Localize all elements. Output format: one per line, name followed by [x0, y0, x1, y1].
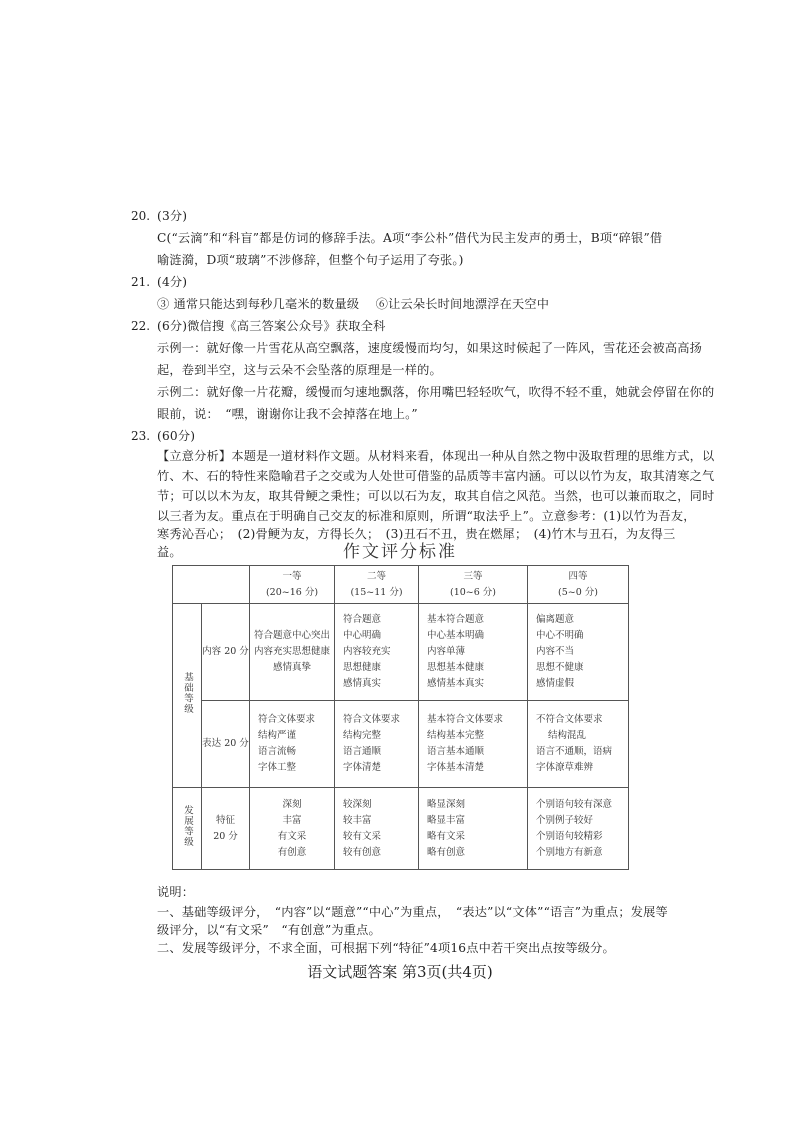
rubric-cell: 符合文体要求 结构完整 语言通顺 字体清楚	[335, 701, 419, 788]
grade-header	[335, 566, 419, 604]
development-level-label: 发展等级	[173, 788, 202, 870]
rubric-cell: 符合题意中心突出 内容充实思想健康 感情真挚	[250, 604, 335, 701]
rubric-cell: 符合题意 中心明确 内容较充实 思想健康 感情真实	[335, 604, 419, 701]
grade-name: 四等	[568, 570, 588, 582]
grade-name: 一等	[282, 570, 302, 582]
answer-line: 示例二：就好像一片花瓣，缓慢而匀速地飘落，你用嘴巴轻轻吹气，吹得不轻不重，她就会停留在你的	[157, 385, 715, 399]
answer-line: 以三者为友。重点在于明确自己交友的标准和原则，所谓“取法乎上”。立意参考：(1)以竹为吾友，	[157, 509, 696, 523]
grade-name: 三等	[463, 570, 483, 582]
rubric-cell: 偏离题意 中心不明确 内容不当 思想不健康 感情虚假	[528, 604, 629, 701]
answer-line: C(“云滴”和“科盲”都是仿词的修辞手法。A项“李公朴”借代为民主发声的勇士，B项“碎银”借	[157, 231, 663, 245]
question-score: (60分)	[157, 429, 196, 443]
grade-header	[528, 566, 629, 604]
rubric-cell: 基本符合题意 中心基本明确 内容单薄 思想基本健康 感情基本真实	[419, 604, 528, 701]
answer-line: 竹、木、石的特性来隐喻君子之交或为人处世可借鉴的品质等丰富内涵。可以以竹为友，取其清寒之气	[157, 469, 715, 483]
notes-heading: 说明：	[157, 885, 195, 899]
grade-header	[250, 566, 335, 604]
answer-line: 起，卷到半空，这与云朵不会坠落的原理是一样的。	[157, 363, 442, 377]
grade-range: (10~6 分)	[449, 586, 497, 598]
rubric-cell: 符合文体要求 结构严谨 语言流畅 字体工整	[250, 701, 335, 788]
rubric-cell: 不符合文体要求 结构混乱 语言不通顺，语病 字体潦草难辨	[528, 701, 629, 788]
answer-line-last: 益。	[157, 545, 182, 559]
rubric-title: 作文评分标准	[343, 542, 457, 562]
question-score: (6分)微信搜《高三答案公众号》获取全科	[157, 319, 386, 333]
question-number: 22.	[131, 319, 151, 333]
answer-line: ③ 通常只能达到每秒几毫米的数量级 ⑥让云朵长时间地漂浮在天空中	[157, 297, 550, 311]
rubric-cell: 较深刻 较丰富 较有文采 较有创意	[335, 788, 419, 870]
header-corner	[173, 566, 250, 604]
question-score: (3分)	[157, 209, 188, 223]
notes-line: 级评分，以“有文采” “有创意”为重点。	[157, 923, 381, 937]
grade-range: (20~16 分)	[265, 586, 319, 598]
answer-line: 寒秀沁吾心； (2)骨鲠为友，方得长久； (3)丑石不丑，贵在燃犀； (4)竹木与丑石，为友得三	[157, 527, 676, 541]
row-label: 特征 20 分	[202, 788, 250, 870]
rubric-header-row	[173, 566, 629, 604]
rubric-cell: 个别语句较有深意 个别例子较好 个别语句较精彩 个别地方有新意	[528, 788, 629, 870]
grade-range: (5~0 分)	[558, 586, 598, 598]
answer-line: 喻涟漪，D项“玻璃”不涉修辞，但整个句子运用了夸张。)	[157, 253, 464, 267]
rubric-row-expression	[173, 701, 629, 788]
row-label: 内容 20 分	[202, 604, 250, 701]
grade-range: (15~11 分)	[350, 586, 403, 598]
question-number: 23.	[131, 429, 151, 443]
rubric-table	[172, 565, 629, 870]
answer-line: 眼前，说： “嘿，谢谢你让我不会掉落在地上。”	[157, 407, 418, 421]
grade-header	[419, 566, 528, 604]
basic-level-label: 基础等级	[173, 604, 202, 788]
rubric-cell: 略显深刻 略显丰富 略有文采 略有创意	[419, 788, 528, 870]
row-label: 表达 20 分	[202, 701, 250, 788]
question-number: 21.	[131, 275, 151, 289]
question-number: 20.	[131, 209, 151, 223]
notes-line: 一、基础等级评分， “内容”以“题意”“中心”为重点， “表达”以“文体”“语言”为重点；发展等	[157, 905, 668, 919]
answer-line: 【立意分析】本题是一道材料作文题。从材料来看，体现出一种从自然之物中汲取哲理的思维方式，以	[157, 449, 715, 463]
rubric-row-content	[173, 604, 629, 701]
answer-line: 示例一：就好像一片雪花从高空飘落，速度缓慢而均匀，如果这时候起了一阵风，雪花还会被高高扬	[157, 341, 703, 355]
answer-line: 节；可以以木为友，取其骨鲠之秉性；可以以石为友，取其自信之风范。当然，也可以兼而取之，同时	[157, 489, 715, 503]
grade-name: 二等	[366, 570, 386, 582]
page-footer: 语文试题答案 第3页(共4页)	[307, 963, 493, 981]
notes-line: 二、发展等级评分，不求全面，可根据下列“特征”4项16点中若干突出点按等级分。	[157, 941, 615, 955]
rubric-cell: 基本符合文体要求 结构基本完整 语言基本通顺 字体基本清楚	[419, 701, 528, 788]
question-score: (4分)	[157, 275, 188, 289]
rubric-cell: 深刻 丰富 有文采 有创意	[250, 788, 335, 870]
rubric-row-feature	[173, 788, 629, 870]
